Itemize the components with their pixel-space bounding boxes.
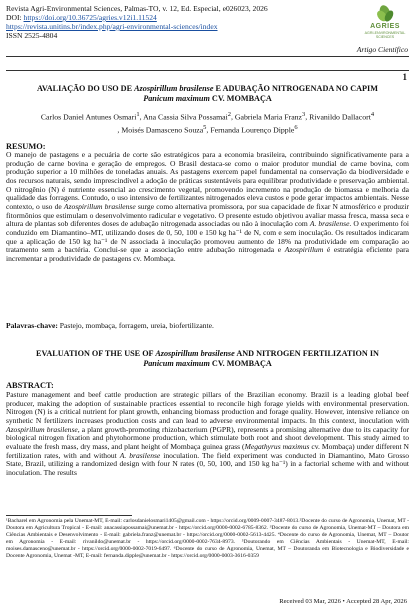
abstract-en-species-3: A. brasilense	[119, 450, 161, 460]
title-pt-text-2: E ADUBAÇÃO NITROGENADA NO CAPIM	[213, 84, 378, 93]
title-english	[22, 349, 393, 369]
author-6: , Fernanda Lourenço Dipple	[206, 125, 295, 135]
title-en-text-1: EVALUATION OF THE USE OF	[36, 349, 156, 358]
abstract-pt-text-4: é estratégia eficiente para incrementar a produtividade de pastagens cv. Mombaça.	[6, 245, 409, 263]
doi-label: DOI:	[6, 13, 24, 22]
title-pt-text-1: AVALIAÇÃO DO USO DE	[37, 84, 135, 93]
journal-url-line	[6, 22, 366, 31]
abstract-en-heading: ABSTRACT:	[6, 381, 54, 390]
header-rule-top	[6, 56, 409, 57]
author-1-affil: 1	[136, 111, 140, 118]
abstract-en-text-3: cv. Mombaça) under different N fertilization rates, with and without	[6, 441, 409, 460]
abstract-pt-species-3: Azospirillum	[284, 245, 324, 255]
author-4: , Rivanildo Dallacort	[305, 112, 371, 122]
author-4-affil: 4	[370, 111, 375, 118]
author-5: , Moisés Damasceno Souza	[117, 125, 204, 135]
abstract-pt-species-1: Azospirillum brasilense	[63, 201, 136, 211]
abstract-en-text-4: inoculation. The field experiment was conducted in Diamantino, Mato Grosso State, Brazil, utilizing a randomized design with four N rates (0, 50, 100, and 150 kg ha⁻¹) in a factorial scheme with and without inoculation. The results	[6, 450, 409, 477]
author-3: , Gabriela Maria Franz	[231, 112, 303, 122]
title-portuguese	[20, 84, 395, 104]
footnote-rule	[6, 515, 132, 516]
abstract-pt-text-3: . O experimento foi conduzido em Diamantino–MT, utilizando doses de 0, 50, 100 e 150 kg ha⁻¹ de N, com e sem inoculação. Os resultados indicaram que a aplicação de 150 kg ha⁻¹ de N associada à inoculação promoveu aumento de 18% na produtividade em comparação ao tratamento sem a bactéria. Conclui-se que a associação entre adubação nitrogenada e	[6, 219, 409, 255]
title-pt-text-3: CV. MOMBAÇA	[209, 94, 272, 103]
author-5-affil: 5	[203, 124, 207, 132]
abstract-en-text-2: , a plant growth-promoting rhizobacterium (PGPR), represents a promising alternative due to its capacity for biological nitrogen fixation and phytohormone production, which stimulate both root and shoot development. This study aimed to evaluate the fresh mass, dry mass, and plant height of Mombaça guinea grass (	[6, 424, 410, 451]
abstract-pt-heading: RESUMO:	[6, 142, 46, 151]
abstract-pt-text-2: surge como alternativa promissora, por sua capacidade de fixar N atmosférico e produzir fitormônios que estimulam o desenvolvimento radicular e vegetativo. O presente estudo objetivou avaliar massa fresca, massa seca e altura de plantas sob diferentes doses de adubação nitrogenada associadas ou não à inoculação com	[6, 201, 409, 229]
journal-logo	[362, 4, 408, 38]
logo-wordmark: AGRIES	[370, 23, 400, 30]
author-1: Carlos Daniel Antunes Osmari	[40, 112, 137, 122]
abstract-pt-body	[6, 151, 409, 264]
title-en-grass: Panicum maximum	[143, 359, 210, 368]
author-list	[14, 110, 401, 136]
keywords-label: Palavras-chave:	[6, 321, 58, 330]
journal-url-link[interactable]: https://revista.unitins.br/index.php/agri-environmental-sciences/index	[6, 22, 218, 31]
abstract-en-text-1: Pasture management and beef cattle production are strategic pillars of the Brazilian economy. Brazil is a leading global beef producer, making the adoption of sustainable practices essential to reconcile high forage yields with environmental preservation. Nitrogen (N) is a critical nutrient for plant growth, enhancing biomass production and forage quality. However, intensive reliance on synthetic N fertilizers increases production costs and can lead to adverse environmental impacts. In this context, inoculation with	[6, 390, 409, 425]
leaf-logo-icon	[374, 4, 396, 24]
doi-line	[6, 13, 366, 22]
journal-header	[6, 4, 366, 40]
abstract-pt-species-2: A. brasilense	[309, 219, 350, 229]
issn: ISSN 2525-4804	[6, 31, 58, 40]
journal-citation: Revista Agri-Environmental Sciences, Palmas-TO, v. 12, Ed. Especial, e026023, 2026	[6, 4, 268, 13]
title-en-text-2: AND NITROGEN FERTILIZATION IN	[234, 349, 379, 358]
author-6-affil: 6	[294, 124, 298, 132]
abstract-pt-text-1: O manejo de pastagens e a pecuária de corte são estratégicos para a economia brasileira, contribuindo significativamente para a produção de carne bovina e geração de empregos. O Brasil destaca-se como o maior produtor mundial de carne bovina, com produção superior a 10 milhões de toneladas anuais. As pastagens exercem papel fundamental na conservação da biodiversidade e dos recursos naturais, sendo imprescindível a adoção de práticas sustentáveis para equilibrar produtividade e preservação ambiental. O nitrogênio (N) é nutriente essencial ao crescimento vegetal, promovendo incremento na produção de biomassa e melhoria da qualidade das forragens. Contudo, o uso intensivo de fertilizantes nitrogenados eleva custos e pode gerar impactos ambientais. Nesse contexto, o uso de	[6, 150, 409, 211]
author-2-affil: 2	[227, 111, 232, 118]
title-pt-grass: Panicum maximum	[143, 94, 210, 103]
page-number: 1	[402, 72, 407, 82]
doi-link[interactable]: https://doi.org/10.36725/agries.v12i1.11524	[23, 13, 157, 22]
received-accepted-dates: Received 03 Mar, 2026 • Accepted 28 Apr, 2026	[279, 598, 407, 605]
abstract-en-species-2: Megathyrus maximus	[244, 441, 310, 451]
logo-subtext: AGRI-ENVIRONMENTAL SCIENCES	[364, 31, 406, 39]
abstract-en-species-1: Azospirillum brasilense	[6, 424, 78, 434]
article-type: Artigo Científico	[356, 45, 408, 54]
title-en-text-3: CV. MOMBAÇA	[209, 359, 272, 368]
header-rule-bottom	[6, 70, 409, 71]
title-pt-species: Azospirillum brasilense	[134, 84, 214, 93]
author-2: , Ana Cassia Silva Possamai	[139, 112, 228, 122]
keywords-text: Pastejo, mombaça, forragem, ureia, biofertilizante.	[57, 321, 214, 330]
abstract-en-body	[6, 391, 409, 478]
author-affiliations-footnote: ¹Bacharel em Agronomia pela Unemat-MT, E-mail: carlosdanielosmari1405@gmail.com - https://orcid.org/0009-0007-3487-8013.²Docente do curso de Agronomia, Unemat, MT - Doutora em Agricultura Tropical - E-mail: anacassiapossamai@unemat.br - https://orcid.org/0000-0002-6785-8362. ³Docente do curso de Agronomia, Unemat-MT – Doutora em Ciências Ambientais e Desenvolvimento - E-mail: gabriela.franz@unemat.br - https://orcid.org/0000-0002-5613-4425. ⁴Docente do curso de Agronomia, Unemat, MT – Doutor em Agronomia - E-mail: rivanildo@unemat.br - https://orcid.org/0000-0002-7634-8973. ⁵Doutorando em Ciências Ambientais - Unemat-MT, E-mail: moises.damasceno@unemat.br - https://orcid.org/0000-0002-7019-6497. ⁶Docente do curso de Agronomia, Unemat, MT – Doutoranda em Biotecnologia e Biodiversidade e Docente Agronomia, Unemat -MT, E-mail: fernanda.dipple@unemat.br - https://orcid.org/0000-0003-3616-0359	[6, 518, 409, 559]
author-3-affil: 3	[302, 111, 306, 118]
keywords-pt	[6, 321, 409, 330]
title-en-species: Azospirillum brasilense	[155, 349, 235, 358]
